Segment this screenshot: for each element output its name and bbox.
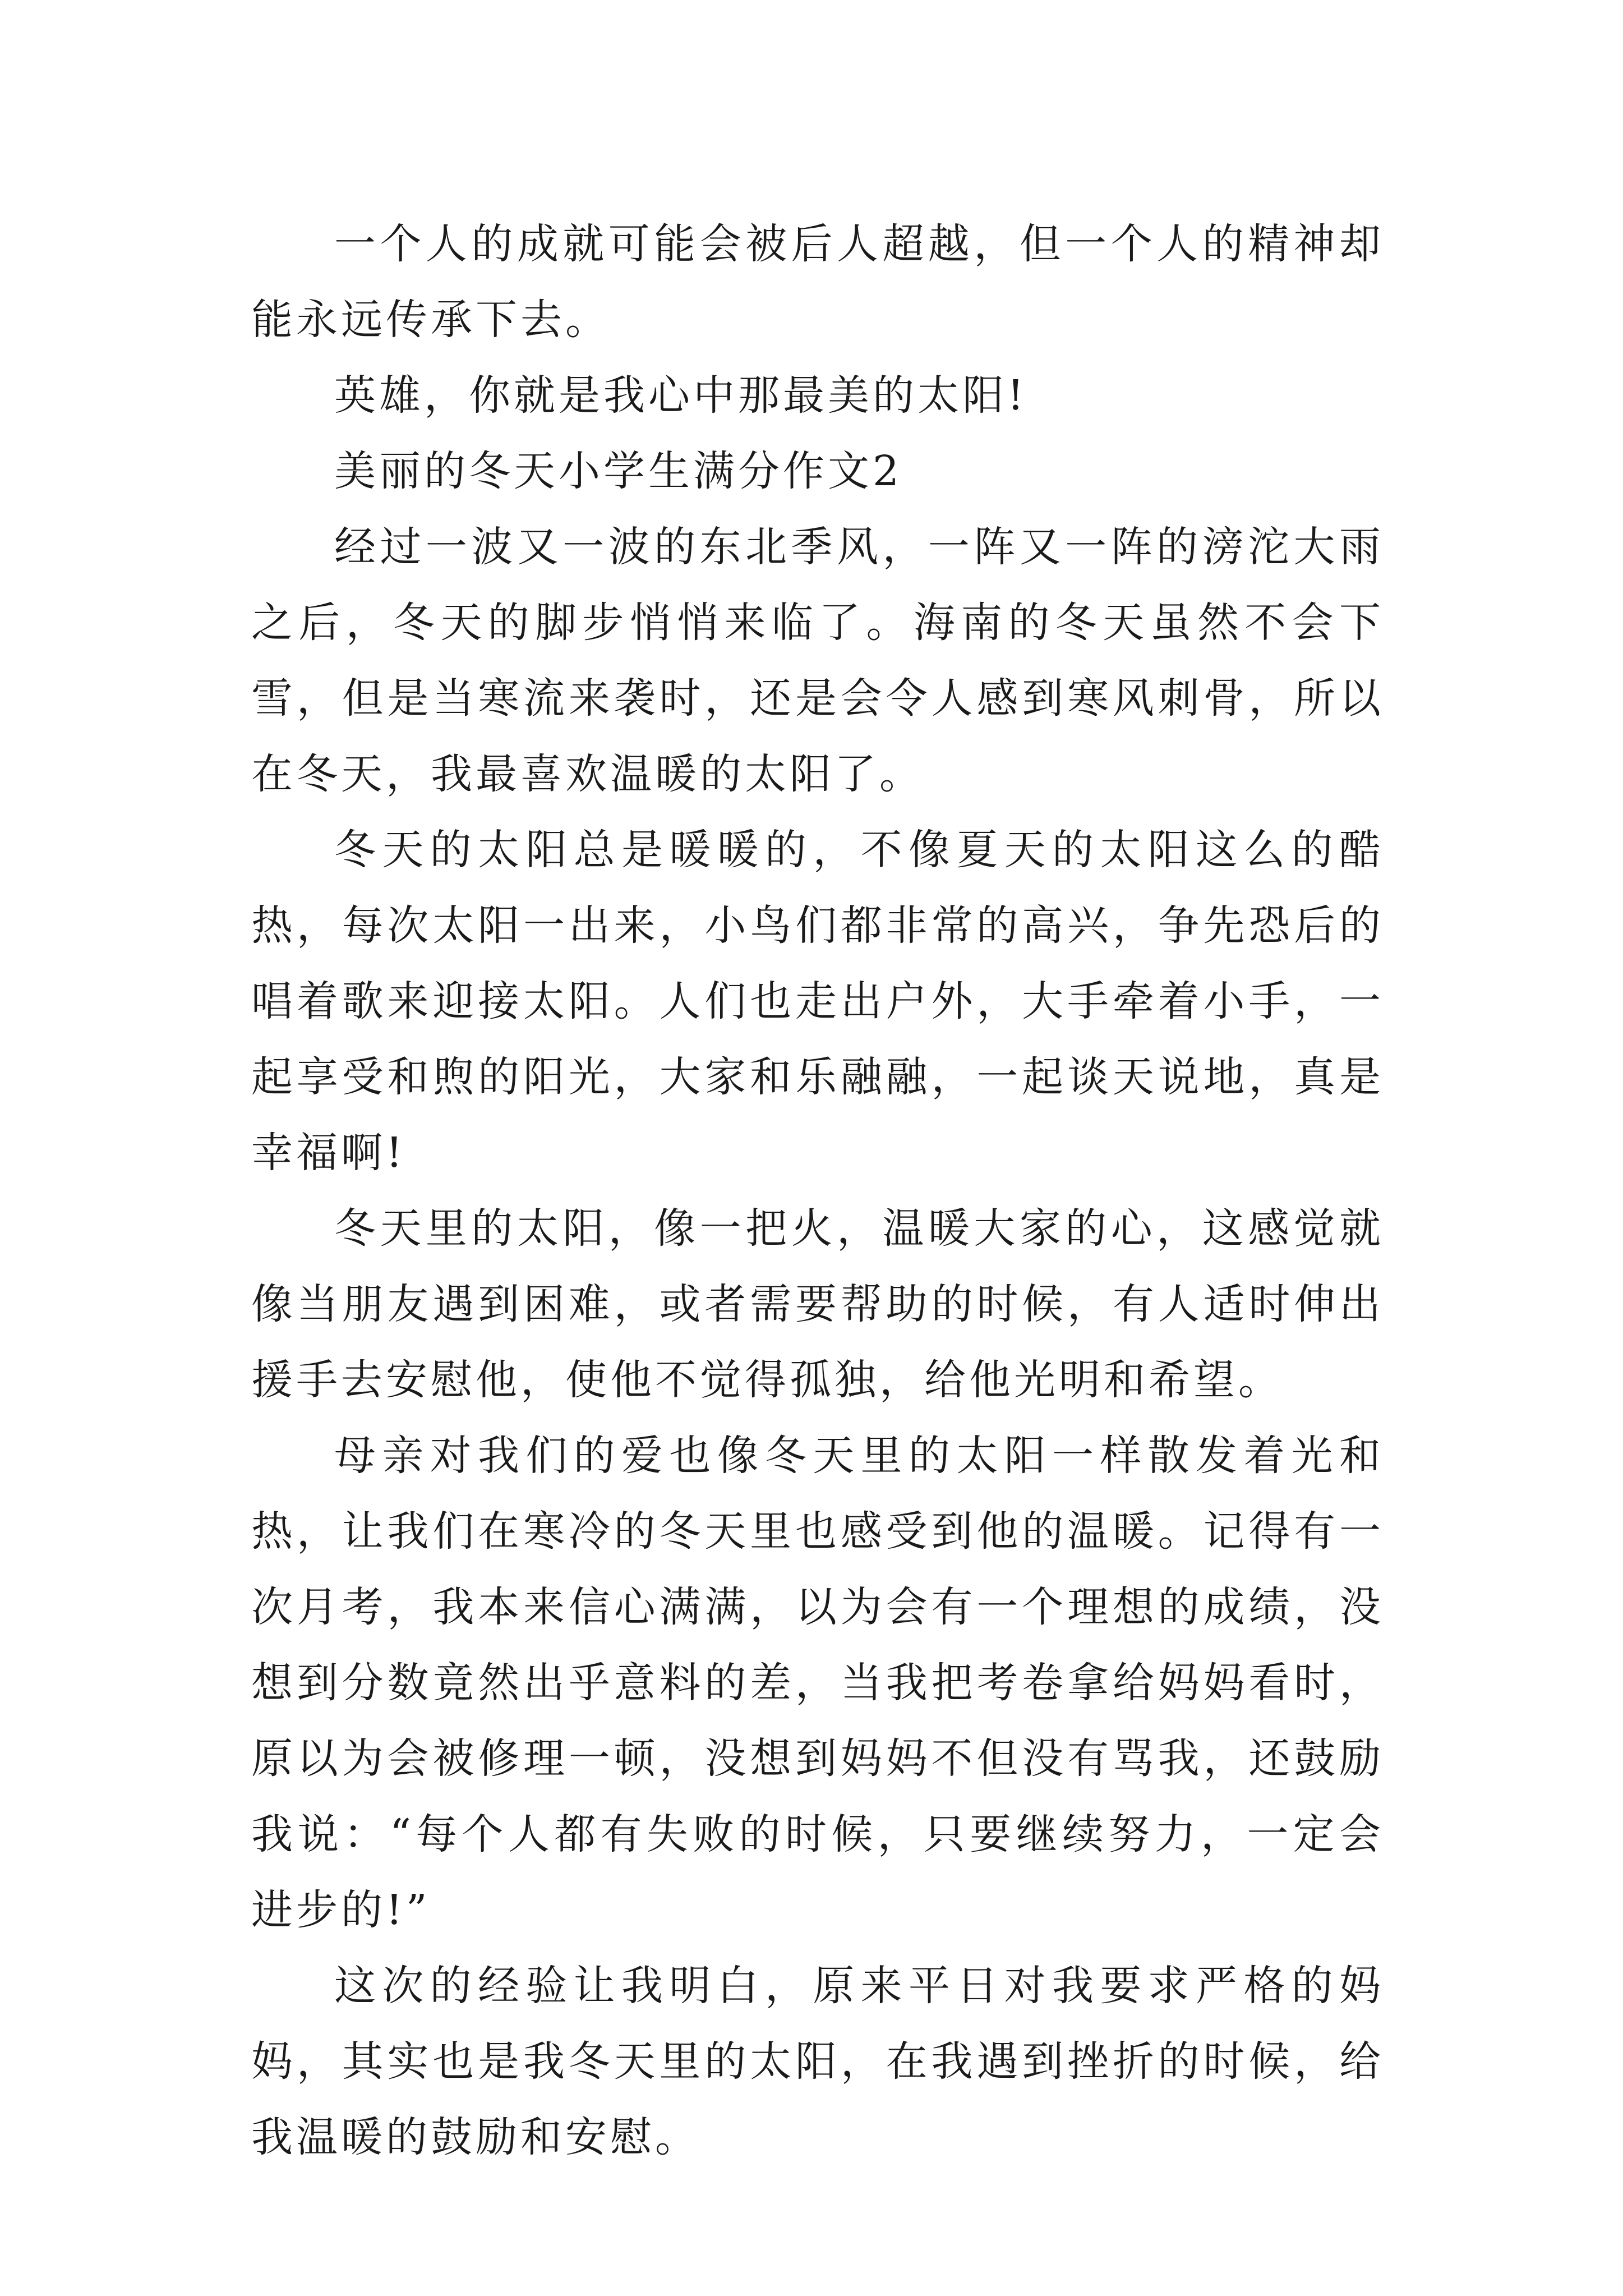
essay-title: 美丽的冬天小学生满分作文2 [334,447,903,495]
paragraph-sun-like-fire: 冬天里的太阳，像一把火，温暖大家的心，这感觉就像当朋友遇到困难，或者需要帮助的时候，有人适时伸出援手去安慰他，使他不觉得孤独，给他光明和希望。 [251,1204,1384,1404]
paragraph-winter-arrives: 经过一波又一波的东北季风，一阵又一阵的滂沱大雨之后，冬天的脚步悄悄来临了。海南的冬天虽然不会下雪，但是当寒流来袭时，还是会令人感到寒风刺骨，所以在冬天，我最喜欢温暖的太阳了。 [251,523,1384,798]
paragraph-mother-love: 母亲对我们的爱也像冬天里的太阳一样散发着光和热，让我们在寒冷的冬天里也感受到他的温暖。记得有一次月考，我本来信心满满，以为会有一个理想的成绩，没想到分数竟然出乎意料的差，当我把考卷拿给妈妈看时，原以为会被修理一顿，没想到妈妈不但没有骂我，还鼓励我说：“每个人都有失败的时候，只要继续努力，一定会进步的!” [251,1432,1384,1934]
paragraph-warm-sun: 冬天的太阳总是暖暖的，不像夏天的太阳这么的酷热，每次太阳一出来，小鸟们都非常的高兴，争先恐后的唱着歌来迎接太阳。人们也走出户外，大手牵着小手，一起享受和煦的阳光，大家和乐融融，一起谈天说地，真是幸福啊! [251,826,1384,1177]
document-body [251,206,1384,2175]
paragraph-spirit: 一个人的成就可能会被后人超越，但一个人的精神却能永远传承下去。 [251,220,1384,344]
paragraph-hero-sun: 英雄，你就是我心中那最美的太阳! [334,371,1027,420]
paragraph-lesson: 这次的经验让我明白，原来平日对我要求严格的妈妈，其实也是我冬天里的太阳，在我遇到挫折的时候，给我温暖的鼓励和安慰。 [251,1962,1384,2161]
